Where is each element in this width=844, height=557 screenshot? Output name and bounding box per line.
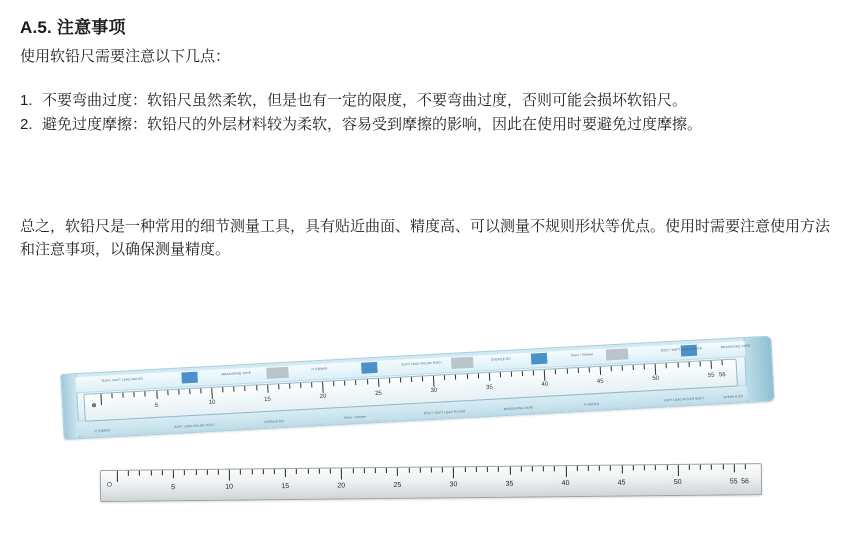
pouch-micro-label: 软铅尺 SOFT LEAD RULER (423, 409, 466, 416)
ruler-tick (233, 387, 234, 392)
ruler-tick (711, 465, 712, 470)
ruler-tick (319, 469, 320, 474)
ruler-number: 30 (430, 387, 438, 395)
ruler-tick (123, 393, 124, 398)
ruler-tick (431, 468, 432, 473)
ruler-tick (555, 369, 556, 374)
pouch-micro-label: SOFT LEAD RULER 软铅尺 (663, 396, 705, 403)
ruler-tick (341, 468, 342, 479)
pouch-micro-label: 50cm / 500mm (343, 414, 367, 420)
product-photo-figure (0, 330, 844, 555)
pouch-micro-label: MEASURING TAPE (720, 343, 751, 350)
ruler-tick (678, 465, 679, 476)
ruler-tick (722, 464, 723, 469)
ruler-tick (207, 470, 208, 475)
ruler-tick (666, 363, 667, 368)
ruler-tick (311, 382, 312, 387)
ruler-tick (134, 392, 135, 397)
ruler-tick (352, 468, 353, 473)
pouch-micro-label: STERILE EO (264, 419, 284, 425)
ruler-tick (498, 467, 499, 472)
ruler-tick (633, 365, 634, 370)
ruler-tick (397, 468, 398, 476)
ruler-tick (267, 385, 268, 393)
ruler-number: 20 (337, 482, 346, 490)
ruler-tick (285, 469, 286, 477)
steel-ruler-scale (101, 464, 761, 501)
pouch-micro-label: 50cm / 500mm (570, 352, 594, 358)
ruler-tick (389, 378, 390, 383)
ruler-tick (375, 468, 376, 473)
ruler-tick (500, 372, 501, 377)
pouch-micro-label: 医用级材料 (583, 401, 600, 407)
list-item-text: 不要弯曲过度：软铅尺虽然柔软，但是也有一定的限度，不要弯曲过度，否则可能会损坏软铅尺。 (42, 92, 688, 109)
ruler-tick (588, 466, 589, 471)
ruler-tick (688, 362, 689, 367)
ruler-tick (211, 388, 213, 399)
ruler-tick (621, 466, 622, 474)
ruler-tick (386, 468, 387, 473)
ruler-tick (156, 391, 157, 399)
ruler-tick (532, 466, 533, 471)
pouch-blue-mark (181, 372, 198, 384)
ruler-number-end: 56 (718, 372, 726, 379)
ruler-tick (400, 378, 401, 383)
pouch-micro-label: MEASURING TAPE (221, 370, 251, 377)
ruler-tick (189, 389, 190, 394)
ruler-number: 25 (374, 390, 382, 398)
pouch-micro-label: 软铅尺 SOFT LEAD RULER (660, 346, 703, 353)
ruler-tick (644, 364, 645, 369)
ruler-number: 20 (319, 393, 327, 401)
ruler-tick (195, 470, 196, 475)
list-item-number: 1. (20, 92, 33, 109)
ruler-tick (677, 363, 678, 368)
ruler-tick (689, 465, 690, 470)
pouch-micro-label: 软铅尺 SOFT LEAD RULER (101, 376, 144, 383)
steel-ruler-photo (100, 463, 762, 502)
ruler-tick (489, 373, 490, 381)
ruler-tick (117, 471, 118, 482)
ruler-number: 25 (393, 481, 402, 489)
ruler-tick (218, 470, 219, 475)
pouch-micro-label: STERILE EO (723, 394, 744, 400)
ruler-tick (487, 467, 488, 472)
pouch-micro-label: STERILE EO (491, 356, 511, 362)
ruler-tick (442, 467, 443, 472)
ruler-number: 45 (617, 479, 626, 487)
ruler-number: 35 (505, 480, 514, 488)
ruler-tick (245, 386, 246, 391)
ruler-tick (433, 376, 435, 387)
ruler-tick (240, 470, 241, 475)
ruler-tick (256, 385, 257, 390)
ruler-tick (721, 360, 722, 365)
list-item (20, 90, 830, 112)
pouch-grey-mark (606, 348, 629, 360)
ruler-tick (355, 380, 356, 385)
ruler-tick (666, 465, 667, 470)
page-title: A.5. 注意事项 (20, 18, 126, 37)
ruler-tick (367, 379, 368, 384)
ruler-tick (408, 468, 409, 473)
ruler-tick (263, 469, 264, 474)
ruler-tick (588, 367, 589, 372)
ruler-tick (509, 467, 510, 475)
ruler-number: 45 (596, 378, 604, 386)
ruler-tick (444, 375, 445, 380)
ruler-tick (577, 466, 578, 471)
ruler-number: 40 (541, 381, 549, 389)
ruler-number: 15 (281, 483, 290, 491)
ruler-tick (300, 383, 301, 388)
ruler-tick (128, 471, 129, 476)
pouch-micro-label: SOFT LEAD RULER 软铅尺 (401, 360, 443, 367)
ruler-tick (577, 368, 578, 373)
ruler-tick (364, 468, 365, 473)
pouch-blue-mark (531, 353, 548, 365)
ruler-tick (453, 467, 454, 478)
ruler-tick (599, 466, 600, 471)
ruler-tick (330, 469, 331, 474)
ruler-tick (622, 366, 623, 371)
ruler-tick (655, 364, 657, 375)
ruler-tick (566, 369, 567, 374)
ruler-number: 5 (171, 484, 176, 492)
list-item-number: 2. (20, 116, 33, 134)
intro-paragraph: 使用软铅尺需要注意以下几点： (20, 48, 231, 65)
pouch-micro-label: MEASURING TAPE (503, 405, 534, 412)
soft-lead-ruler-body (60, 336, 772, 438)
ruler-tick (543, 466, 544, 471)
ruler-tick (745, 464, 746, 469)
ruler-number-end: 56 (741, 478, 749, 486)
ruler-tick (100, 394, 102, 405)
ruler-number: 50 (673, 478, 682, 486)
ruler-tick (700, 465, 701, 470)
ruler-tick (333, 381, 334, 386)
ruler-tick (278, 384, 279, 389)
ruler-tick (611, 366, 612, 371)
ruler-tick (699, 361, 700, 366)
ruler-tick (173, 470, 174, 478)
ruler-number: 5 (154, 402, 159, 409)
ruler-number: 55 (707, 372, 715, 380)
ruler-tick (322, 382, 324, 393)
ruler-tick (162, 470, 163, 475)
ruler-number: 10 (208, 399, 216, 407)
ruler-tick (644, 465, 645, 470)
ruler-tick (251, 469, 252, 474)
ruler-tick (274, 469, 275, 474)
ruler-tick (111, 393, 112, 398)
ruler-tick (420, 468, 421, 473)
ruler-tick (455, 375, 456, 380)
ruler-tick (544, 370, 546, 381)
pouch-grey-mark (266, 367, 289, 379)
list-item-text: 避免过度摩擦：软铅尺的外层材料较为柔软，容易受到摩擦的影响，因此在使用时要避免过度摩擦。 (42, 116, 703, 134)
ruler-number: 30 (449, 481, 458, 489)
soft-lead-ruler-photo (62, 343, 782, 448)
ruler-tick (344, 381, 345, 386)
ruler-tick (466, 374, 467, 379)
ruler-tick (150, 470, 151, 475)
ruler-tick (200, 388, 201, 393)
ruler-tick (167, 390, 168, 395)
ruler-tick (422, 376, 423, 381)
pouch-micro-label: 医用级材料 (94, 428, 111, 434)
list-item (20, 114, 830, 136)
pouch-blue-mark (361, 362, 378, 374)
ruler-tick (229, 470, 230, 481)
ruler-number: 10 (225, 483, 234, 491)
ruler-tick (710, 361, 711, 369)
ruler-tick (307, 469, 308, 474)
ruler-tick (655, 465, 656, 470)
ruler-tick (522, 371, 523, 376)
ruler-number: 15 (264, 396, 272, 404)
ruler-number: 35 (485, 384, 493, 392)
ruler-tick (476, 467, 477, 472)
ruler-tick (178, 390, 179, 395)
notes-list (20, 90, 830, 138)
ruler-tick (599, 367, 600, 375)
ruler-tick (565, 466, 566, 477)
ruler-tick (296, 469, 297, 474)
ruler-tick (145, 391, 146, 396)
summary-paragraph: 总之，软铅尺是一种常用的细节测量工具，具有贴近曲面、精度高、可以测量不规则形状等优点。使用时需要注意使用方法和注意事项，以确保测量精度。 (20, 218, 831, 259)
ruler-tick (633, 465, 634, 470)
pouch-micro-label: 医用级材料 (311, 366, 328, 372)
ruler-number: 50 (652, 375, 660, 383)
ruler-tick (734, 464, 735, 472)
ruler-tick (533, 370, 534, 375)
ruler-tick (378, 379, 379, 387)
ruler-tick (289, 384, 290, 389)
ruler-tick (477, 373, 478, 378)
ruler-tick (554, 466, 555, 471)
pouch-grey-mark (451, 357, 474, 369)
ruler-tick (610, 466, 611, 471)
ruler-tick (521, 467, 522, 472)
pouch-micro-label: SOFT LEAD RULER 软铅尺 (174, 422, 216, 429)
ruler-tick (511, 372, 512, 377)
ruler-number: 40 (561, 480, 570, 488)
ruler-number: 55 (729, 478, 738, 486)
ruler-tick (139, 471, 140, 476)
ruler-tick (184, 470, 185, 475)
ruler-tick (411, 377, 412, 382)
ruler-tick (464, 467, 465, 472)
ruler-tick (222, 387, 223, 392)
